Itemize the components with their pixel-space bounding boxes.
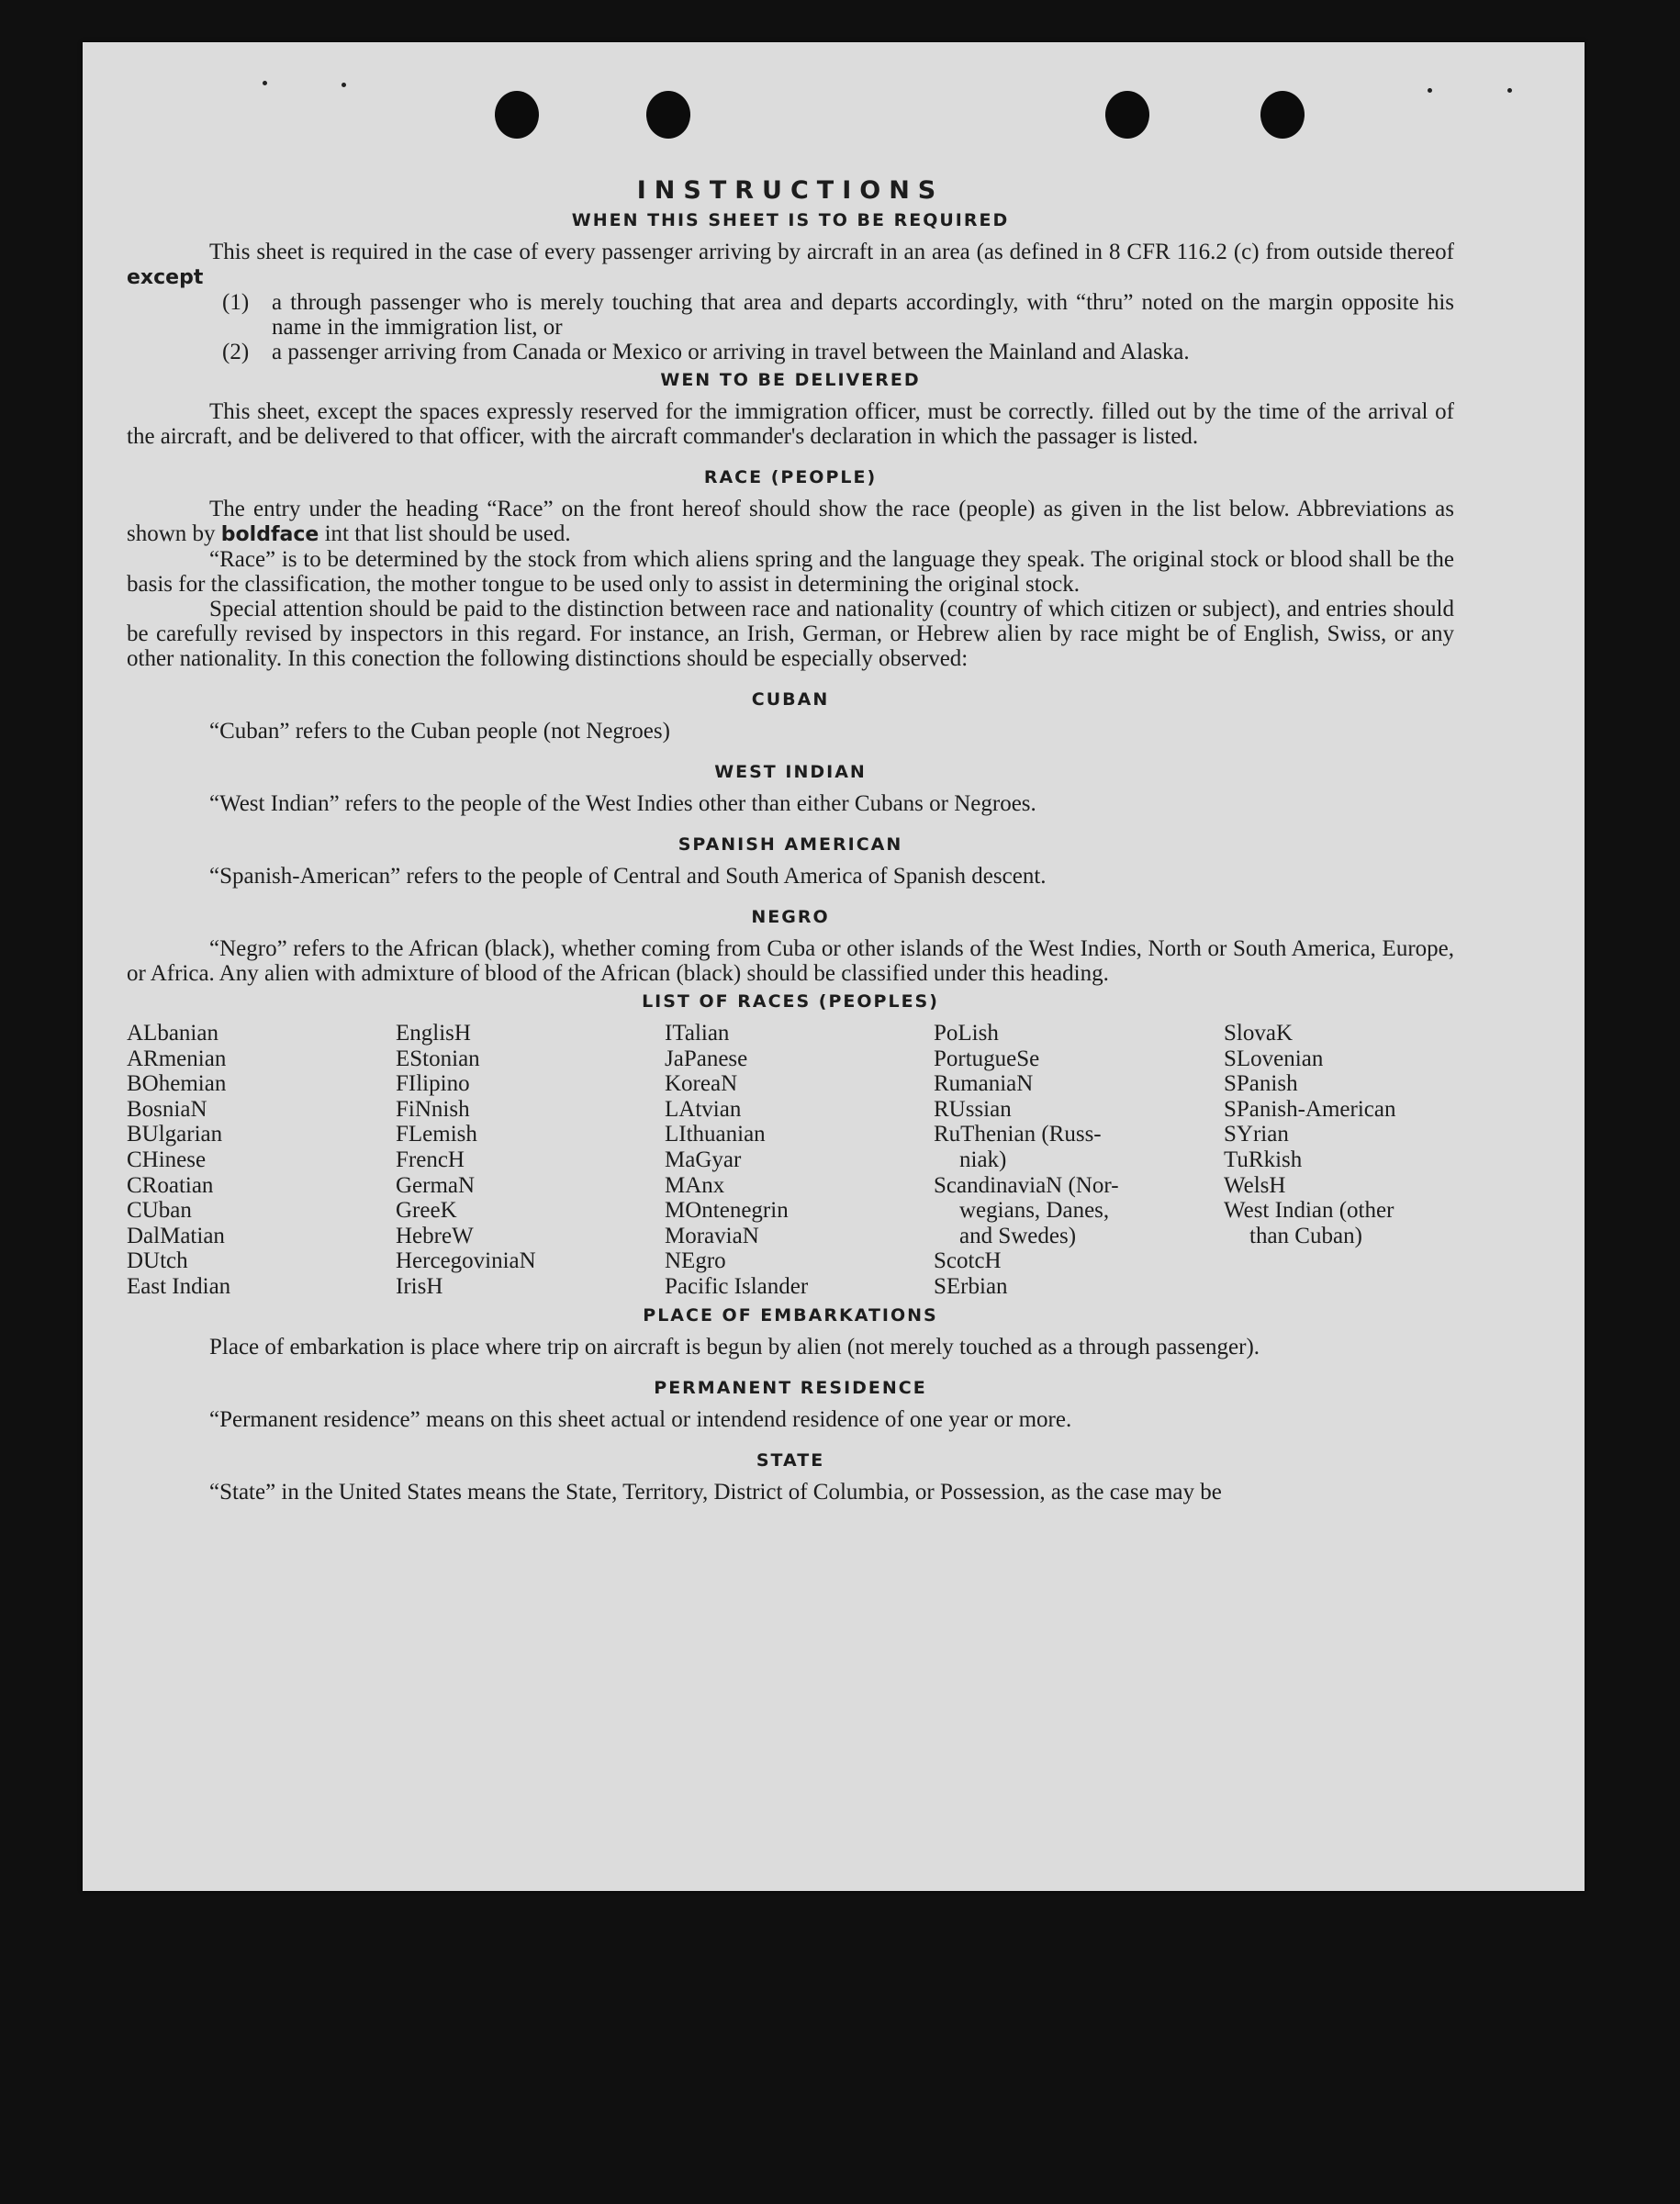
race-entry: SYrian xyxy=(1224,1122,1289,1147)
section-heading-embarkation: PLACE OF EMBARKATIONS xyxy=(643,1304,938,1326)
boldface-word: boldface xyxy=(220,523,319,546)
race-entry: NEgro xyxy=(665,1248,726,1274)
race-entry: SlovaK xyxy=(1224,1021,1293,1046)
race-entry: SPanish-American xyxy=(1224,1096,1396,1122)
section-heading-spanish-american: SPANISH AMERICAN xyxy=(678,834,903,855)
section-heading-cuban: CUBAN xyxy=(751,689,830,710)
when-delivered-paragraph: This sheet, except the spaces expressly reserved for the immigration officer, must be correctly. filled out by the time of the arrival of the aircraft, and be delivered to that officer, with the aircraft commander's declaration in which the passager is listed. xyxy=(127,399,1454,449)
punch-hole xyxy=(1260,91,1305,139)
race-entry: East Indian xyxy=(127,1273,231,1299)
race-entry: DUtch xyxy=(127,1248,188,1274)
race-entry-continued: wegians, Danes, xyxy=(959,1198,1110,1224)
race-entry: FIlipino xyxy=(396,1071,470,1097)
section-heading-race: RACE (PEOPLE) xyxy=(703,467,878,487)
negro-paragraph: “Negro” refers to the African (black), whether coming from Cuba or other islands of the West Indies, North or South America, Europe, or Africa. Any alien with admixture of blood of the African (black) should be classified under this heading. xyxy=(127,936,1454,986)
race-entry: SPanish xyxy=(1224,1071,1298,1097)
race-entry: ScotcH xyxy=(934,1248,1002,1274)
race-paragraph-2: “Race” is to be determined by the stock from which aliens spring and the language they speak. The original stock or blood shall be the basis for the classification, the mother tongue to be used only to assist in determining the original stock. xyxy=(127,547,1454,597)
race-entry: LAtvian xyxy=(665,1096,742,1122)
embarkation-paragraph: Place of embarkation is place where trip on aircraft is begun by alien (not merely touched as a through passenger). xyxy=(209,1334,1260,1359)
state-paragraph: “State” in the United States means the State, Territory, District of Columbia, or Possession, as the case may be xyxy=(209,1479,1222,1505)
race-entry: Pacific Islander xyxy=(665,1273,809,1299)
race-entry: ALbanian xyxy=(127,1021,218,1046)
races-column-1 xyxy=(127,1021,396,1300)
races-column-3 xyxy=(665,1021,934,1300)
exception-item-1: (1) a through passenger who is merely touching that area and departs accordingly, with “thru” noted on the margin opposite his name in the immigration list, or xyxy=(222,290,1454,340)
race-entry: CUban xyxy=(127,1198,192,1224)
race-entry: JaPanese xyxy=(665,1046,748,1071)
race-entry: GermaN xyxy=(396,1172,476,1198)
race-entry-continued: than Cuban) xyxy=(1249,1223,1362,1248)
document-page xyxy=(83,42,1585,1891)
punch-hole xyxy=(495,91,539,139)
race-entry-continued: niak) xyxy=(959,1147,1007,1172)
race-entry: HercegoviniaN xyxy=(396,1248,536,1274)
race-entry: MoraviaN xyxy=(665,1223,759,1248)
race-entry: MOntenegrin xyxy=(665,1198,789,1224)
section-heading-west-indian: WEST INDIAN xyxy=(714,762,867,782)
race-entry: MaGyar xyxy=(665,1147,742,1172)
race-entry: BOhemian xyxy=(127,1071,227,1097)
section-heading-permanent-residence: PERMANENT RESIDENCE xyxy=(654,1377,927,1398)
section-heading-when-delivered: WEN TO BE DELIVERED xyxy=(660,370,921,390)
races-list xyxy=(127,1021,1454,1300)
punch-hole xyxy=(646,91,690,139)
instructions-content xyxy=(127,176,1454,1505)
race-entry: CRoatian xyxy=(127,1172,214,1198)
race-entry: MAnx xyxy=(665,1172,725,1198)
race-entry: HebreW xyxy=(396,1223,474,1248)
race-entry: LIthuanian xyxy=(665,1122,766,1147)
races-column-2 xyxy=(396,1021,665,1300)
race-entry-continued: and Swedes) xyxy=(959,1223,1077,1248)
race-entry: RuThenian (Russ- xyxy=(934,1122,1102,1147)
race-entry: CHinese xyxy=(127,1147,207,1172)
section-heading-when-required: WHEN THIS SHEET IS TO BE REQUIRED xyxy=(571,210,1010,230)
race-entry: BosniaN xyxy=(127,1096,207,1122)
race-entry: BUlgarian xyxy=(127,1122,223,1147)
when-required-paragraph: This sheet is required in the case of every passenger arriving by aircraft in an area (as defined in 8 CFR 116.2 (c) from outside thereof except xyxy=(127,240,1454,289)
speck xyxy=(342,83,346,87)
race-entry: EStonian xyxy=(396,1046,480,1071)
race-entry: GreeK xyxy=(396,1198,457,1224)
race-entry: FiNnish xyxy=(396,1096,470,1122)
except-bold: except xyxy=(127,266,204,289)
race-paragraph-3: Special attention should be paid to the distinction between race and nationality (country of which citizen or subject), and entries should be carefully revised by inspectors in this regard. For instance, an Irish, German, or Hebrew alien by race might be of English, Swiss, or any other nationality. In this conection the following distinctions should be especially observed: xyxy=(127,597,1454,671)
race-entry: RUssian xyxy=(934,1096,1012,1122)
race-entry: TuRkish xyxy=(1224,1147,1303,1172)
race-entry: RumaniaN xyxy=(934,1071,1034,1097)
races-column-5 xyxy=(1224,1021,1453,1300)
race-entry: ARmenian xyxy=(127,1046,227,1071)
race-entry: FrencH xyxy=(396,1147,465,1172)
races-column-4 xyxy=(934,1021,1224,1300)
race-entry: West Indian (other xyxy=(1224,1198,1394,1224)
race-entry: PortugueSe xyxy=(934,1046,1040,1071)
spanish-american-paragraph: “Spanish-American” refers to the people of Central and South America of Spanish descent. xyxy=(209,864,1047,889)
race-entry: FLemish xyxy=(396,1122,477,1147)
speck xyxy=(1428,88,1432,93)
race-entry: SErbian xyxy=(934,1273,1008,1299)
race-paragraph-1: The entry under the heading “Race” on the front hereof should show the race (people) as given in the list below. Abbreviations as shown by boldface int that list should be used. xyxy=(127,497,1454,546)
race-entry: DalMatian xyxy=(127,1223,225,1248)
speck xyxy=(1507,88,1512,93)
race-entry: ITalian xyxy=(665,1021,730,1046)
section-heading-negro: NEGRO xyxy=(751,907,830,927)
race-entry: KoreaN xyxy=(665,1071,738,1097)
race-entry: EnglisH xyxy=(396,1021,471,1046)
race-entry: ScandinaviaN (Nor- xyxy=(934,1172,1119,1198)
cuban-paragraph: “Cuban” refers to the Cuban people (not Negroes) xyxy=(209,719,670,744)
section-heading-list-of-races: LIST OF RACES (PEOPLES) xyxy=(642,991,939,1012)
residence-paragraph: “Permanent residence” means on this sheet actual or intendend residence of one year or more. xyxy=(209,1406,1072,1432)
race-entry: IrisH xyxy=(396,1273,443,1299)
section-heading-state: STATE xyxy=(756,1449,825,1471)
speck xyxy=(263,81,267,85)
west-indian-paragraph: “West Indian” refers to the people of the West Indies other than either Cubans or Negroes. xyxy=(209,791,1036,816)
race-entry: WelsH xyxy=(1224,1172,1286,1198)
race-entry: PoLish xyxy=(934,1021,999,1046)
race-entry: SLovenian xyxy=(1224,1046,1324,1071)
page-title: INSTRUCTIONS xyxy=(636,176,945,205)
punch-hole xyxy=(1105,91,1149,139)
exception-item-2: (2) a passenger arriving from Canada or Mexico or arriving in travel between the Mainland and Alaska. xyxy=(222,340,1190,364)
